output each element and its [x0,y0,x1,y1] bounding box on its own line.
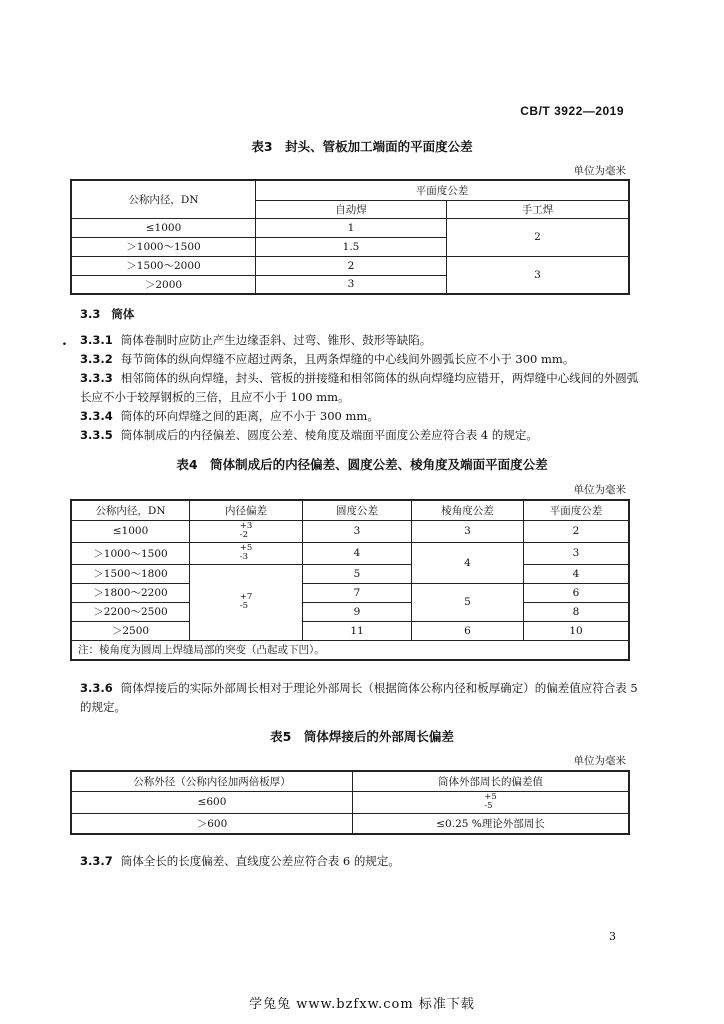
table4-cell: 4 [303,542,412,564]
table3-cell: 3 [447,256,630,294]
clause [80,852,640,871]
clause-text: 筒体卷制时应防止产生边缘歪斜、过弯、锥形、鼓形等缺陷。 [120,333,432,347]
table4-deviation [190,542,303,564]
table4-cell: 6 [412,621,524,640]
section-heading [80,305,640,324]
section-title: 筒体 [111,307,135,321]
table5 [70,770,630,835]
footer-watermark: 学兔兔 www.bzfxw.com 标准下载 [249,997,475,1012]
table4-header: 圆度公差 [303,500,412,520]
table3-cell: 2 [256,256,447,275]
table4-cell: 3 [303,520,412,542]
clause [80,426,640,445]
table3-cell: ＞1000～1500 [71,237,256,256]
table3-cell: 1 [256,218,447,237]
table4-cell: ＞1500～1800 [71,564,190,583]
table4-cell: ＞1000～1500 [71,542,190,564]
table4-deviation [190,564,303,640]
table4-header: 棱角度公差 [412,500,524,520]
clause-text: 每节筒体的纵向焊缝不应超过两条，且两条焊缝的中心线间外圆弧长应不小于 300 mm。 [120,352,575,366]
clause-text: 相邻筒体的纵向焊缝，封头、管板的拼接缝和相邻筒体的纵向焊缝均应错开，两焊缝中心线间的外圆弧长应不小于较厚钢板的三倍，且应不小于 100 mm。 [80,371,639,404]
table5-unit: 单位为毫米 [573,755,626,767]
clause-text: 筒体全长的长度偏差、直线度公差应符合表 6 的规定。 [120,854,400,868]
page-number: 3 [609,930,616,943]
table4-note: 注：棱角度为圆周上焊缝局部的突变（凸起或下凹）。 [71,640,629,660]
table3-header-manual: 手工焊 [447,200,630,218]
clause-text: 筒体焊接后的实际外部周长相对于理论外部周长（根据筒体公称内径和板厚确定）的偏差值应符合表 5 的规定。 [80,681,638,714]
table4-cell: 7 [303,583,412,602]
table3-cell: 3 [256,275,447,294]
table4-cell: 5 [412,583,524,621]
clause-number: 3.3.7 [80,854,113,868]
table4-cell: 5 [303,564,412,583]
table3-title: 表3 封头、管板加工端面的平面度公差 [251,139,473,154]
table4-cell: 2 [524,520,630,542]
clause-number: 3.3.4 [80,409,113,423]
dev-lower: -3 [239,552,249,562]
table5-cell: ≤0.25 %理论外部周长 [353,813,630,834]
clause [80,350,640,369]
dev-lower: -5 [484,801,493,811]
table5-header-od: 公称外径（公称内径加两倍板厚） [71,771,353,791]
clause-number: 3.3.5 [80,428,113,442]
table3-unit: 单位为毫米 [573,165,626,177]
table5-title: 表5 筒体焊接后的外部周长偏差 [270,729,454,744]
table3-cell: ＞1500～2000 [71,256,256,275]
clause-number: 3.3.6 [80,681,113,695]
table3-cell: ＞2000 [71,275,256,294]
table5-header-dev: 筒体外部周长的偏差值 [353,771,630,791]
table3 [70,179,630,295]
table4-cell: ≤1000 [71,520,190,542]
table3-header-dn: 公称内径，DN [71,180,256,218]
table4-cell: 11 [303,621,412,640]
section-number: 3.3 [80,307,101,321]
table4-cell: 10 [524,621,630,640]
table3-cell: 2 [447,218,630,256]
clause-text: 筒体制成后的内径偏差、圆度公差、棱角度及端面平面度公差应符合表 4 的规定。 [120,428,538,442]
table3-cell: ≤1000 [71,218,256,237]
table4-header: 公称内径，DN [71,500,190,520]
dev-lower: -2 [239,530,249,540]
clause [80,369,640,407]
table4-cell: ＞1800～2200 [71,583,190,602]
table3-header-auto: 自动焊 [256,200,447,218]
dev-upper: +3 [239,521,253,531]
table5-cell: ≤600 [71,791,353,813]
table4-deviation [190,520,303,542]
clause-number: 3.3.2 [80,352,113,366]
table4-title: 表4 筒体制成后的内径偏差、圆度公差、棱角度及端面平面度公差 [176,457,548,472]
scan-mark: . [62,333,67,349]
clause [80,679,640,717]
table4-header: 内径偏差 [190,500,303,520]
table3-cell: 1.5 [256,237,447,256]
table5-cell: ＞600 [71,813,353,834]
clause [80,331,640,350]
dev-lower: -5 [239,601,249,611]
table4-cell: 3 [412,520,524,542]
dev-upper: +5 [484,792,497,802]
table3-header-group: 平面度公差 [256,180,630,200]
table4-cell: ＞2200～2500 [71,602,190,621]
clause [80,407,640,426]
table4-cell: 6 [524,583,630,602]
clause-number: 3.3.1 [80,333,113,347]
clause-text: 筒体的环向焊缝之间的距离，应不小于 300 mm。 [120,409,379,423]
table4-cell: 8 [524,602,630,621]
dev-upper: +7 [239,592,253,602]
table4-cell: 4 [412,542,524,583]
table4-header: 平面度公差 [524,500,630,520]
dev-upper: +5 [239,543,253,553]
table4-cell: 4 [524,564,630,583]
table4-cell: 9 [303,602,412,621]
table4-unit: 单位为毫米 [573,484,626,496]
standard-code: CB/T 3922—2019 [520,104,624,118]
table4-cell: ＞2500 [71,621,190,640]
table4 [70,499,630,661]
table5-deviation [353,791,630,813]
clause-number: 3.3.3 [80,371,113,385]
table4-cell: 3 [524,542,630,564]
